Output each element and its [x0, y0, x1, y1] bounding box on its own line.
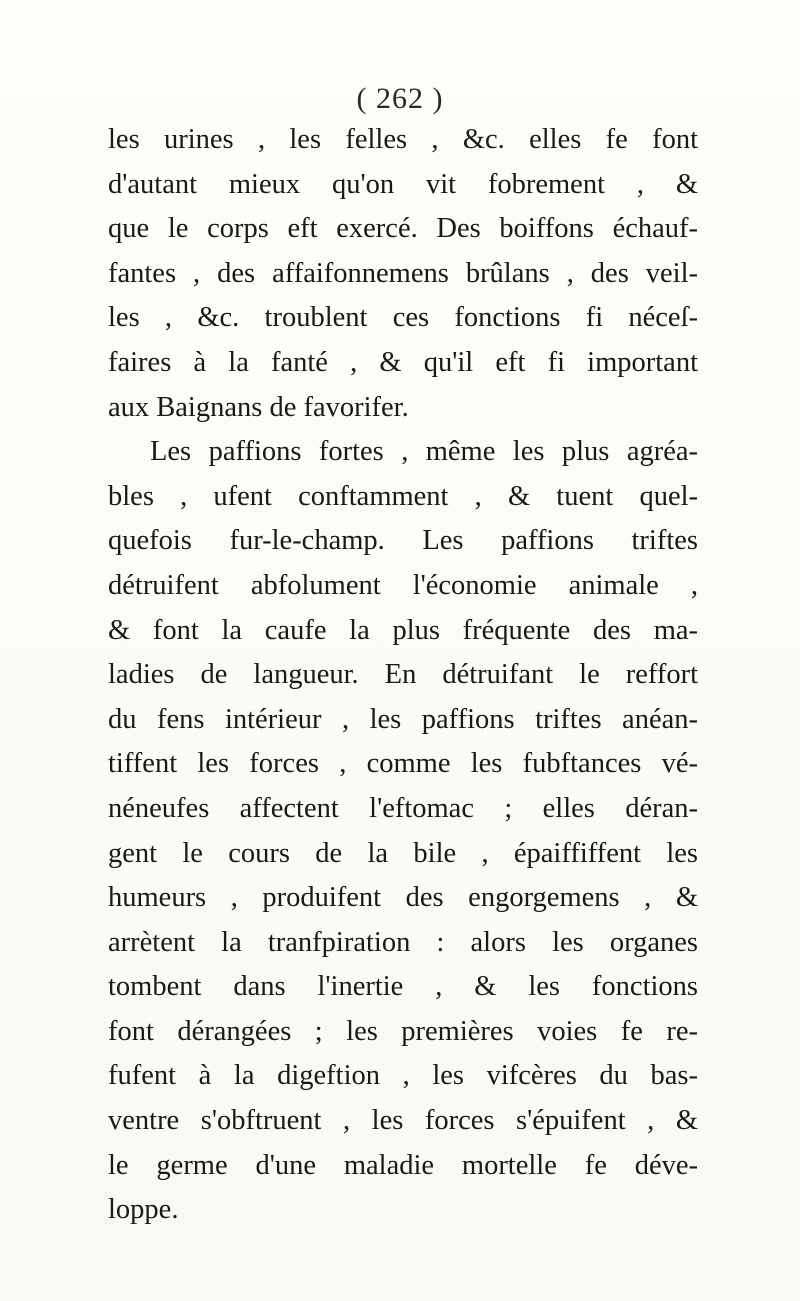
text-line: & font la caufe la plus fréquente des ma- [108, 614, 698, 646]
text-line: d'autant mieux qu'on vit fobrement , & [108, 168, 698, 200]
text-line: font dérangées ; les premières voies fe re- [108, 1015, 698, 1047]
text-line: néneufes affectent l'eftomac ; elles déran- [108, 792, 698, 824]
text-line: quefois fur-le-champ. Les paffions triftes [108, 525, 698, 557]
text-line: ladies de langueur. En détruifant le reffort [108, 659, 698, 691]
text-line: tombent dans l'inertie , & les fonctions [108, 971, 698, 1003]
text-line: les , &c. troublent ces fonctions fi néceſ- [108, 302, 698, 334]
text-line: gent le cours de la bile , épaiffiffent les [108, 837, 698, 869]
text-line: les urines , les felles , &c. elles fe font [108, 124, 698, 155]
text-line: Les paffions fortes , même les plus agréa- [150, 436, 698, 468]
text-line: aux Baignans de favorifer. [108, 391, 409, 423]
body-text [108, 118, 698, 1233]
text-line: fantes , des affaifonnemens brûlans , des veil- [108, 257, 698, 289]
text-line: fufent à la digeftion , les vifcères du bas- [108, 1060, 698, 1092]
text-line: le germe d'une maladie mortelle fe déve- [108, 1149, 698, 1181]
text-line: que le corps eft exercé. Des boiffons échauf- [108, 213, 698, 245]
text-line: humeurs , produifent des engorgemens , & [108, 882, 698, 914]
text-line: tiffent les forces , comme les fubftances vé- [108, 748, 698, 780]
text-line: loppe. [108, 1194, 179, 1226]
text-line: faires à la fanté , & qu'il eft fi important [108, 346, 698, 378]
text-line: ventre s'obftruent , les forces s'épuifent , & [108, 1105, 698, 1137]
text-line: du fens intérieur , les paffions triftes anéan- [108, 703, 698, 735]
text-line: détruifent abfolument l'économie animale , [108, 569, 698, 601]
page-number: ( 262 ) [356, 82, 444, 115]
text-line: arrètent la tranfpiration : alors les organes [108, 926, 698, 958]
text-line: bles , ufent conftamment , & tuent quel- [108, 480, 698, 512]
